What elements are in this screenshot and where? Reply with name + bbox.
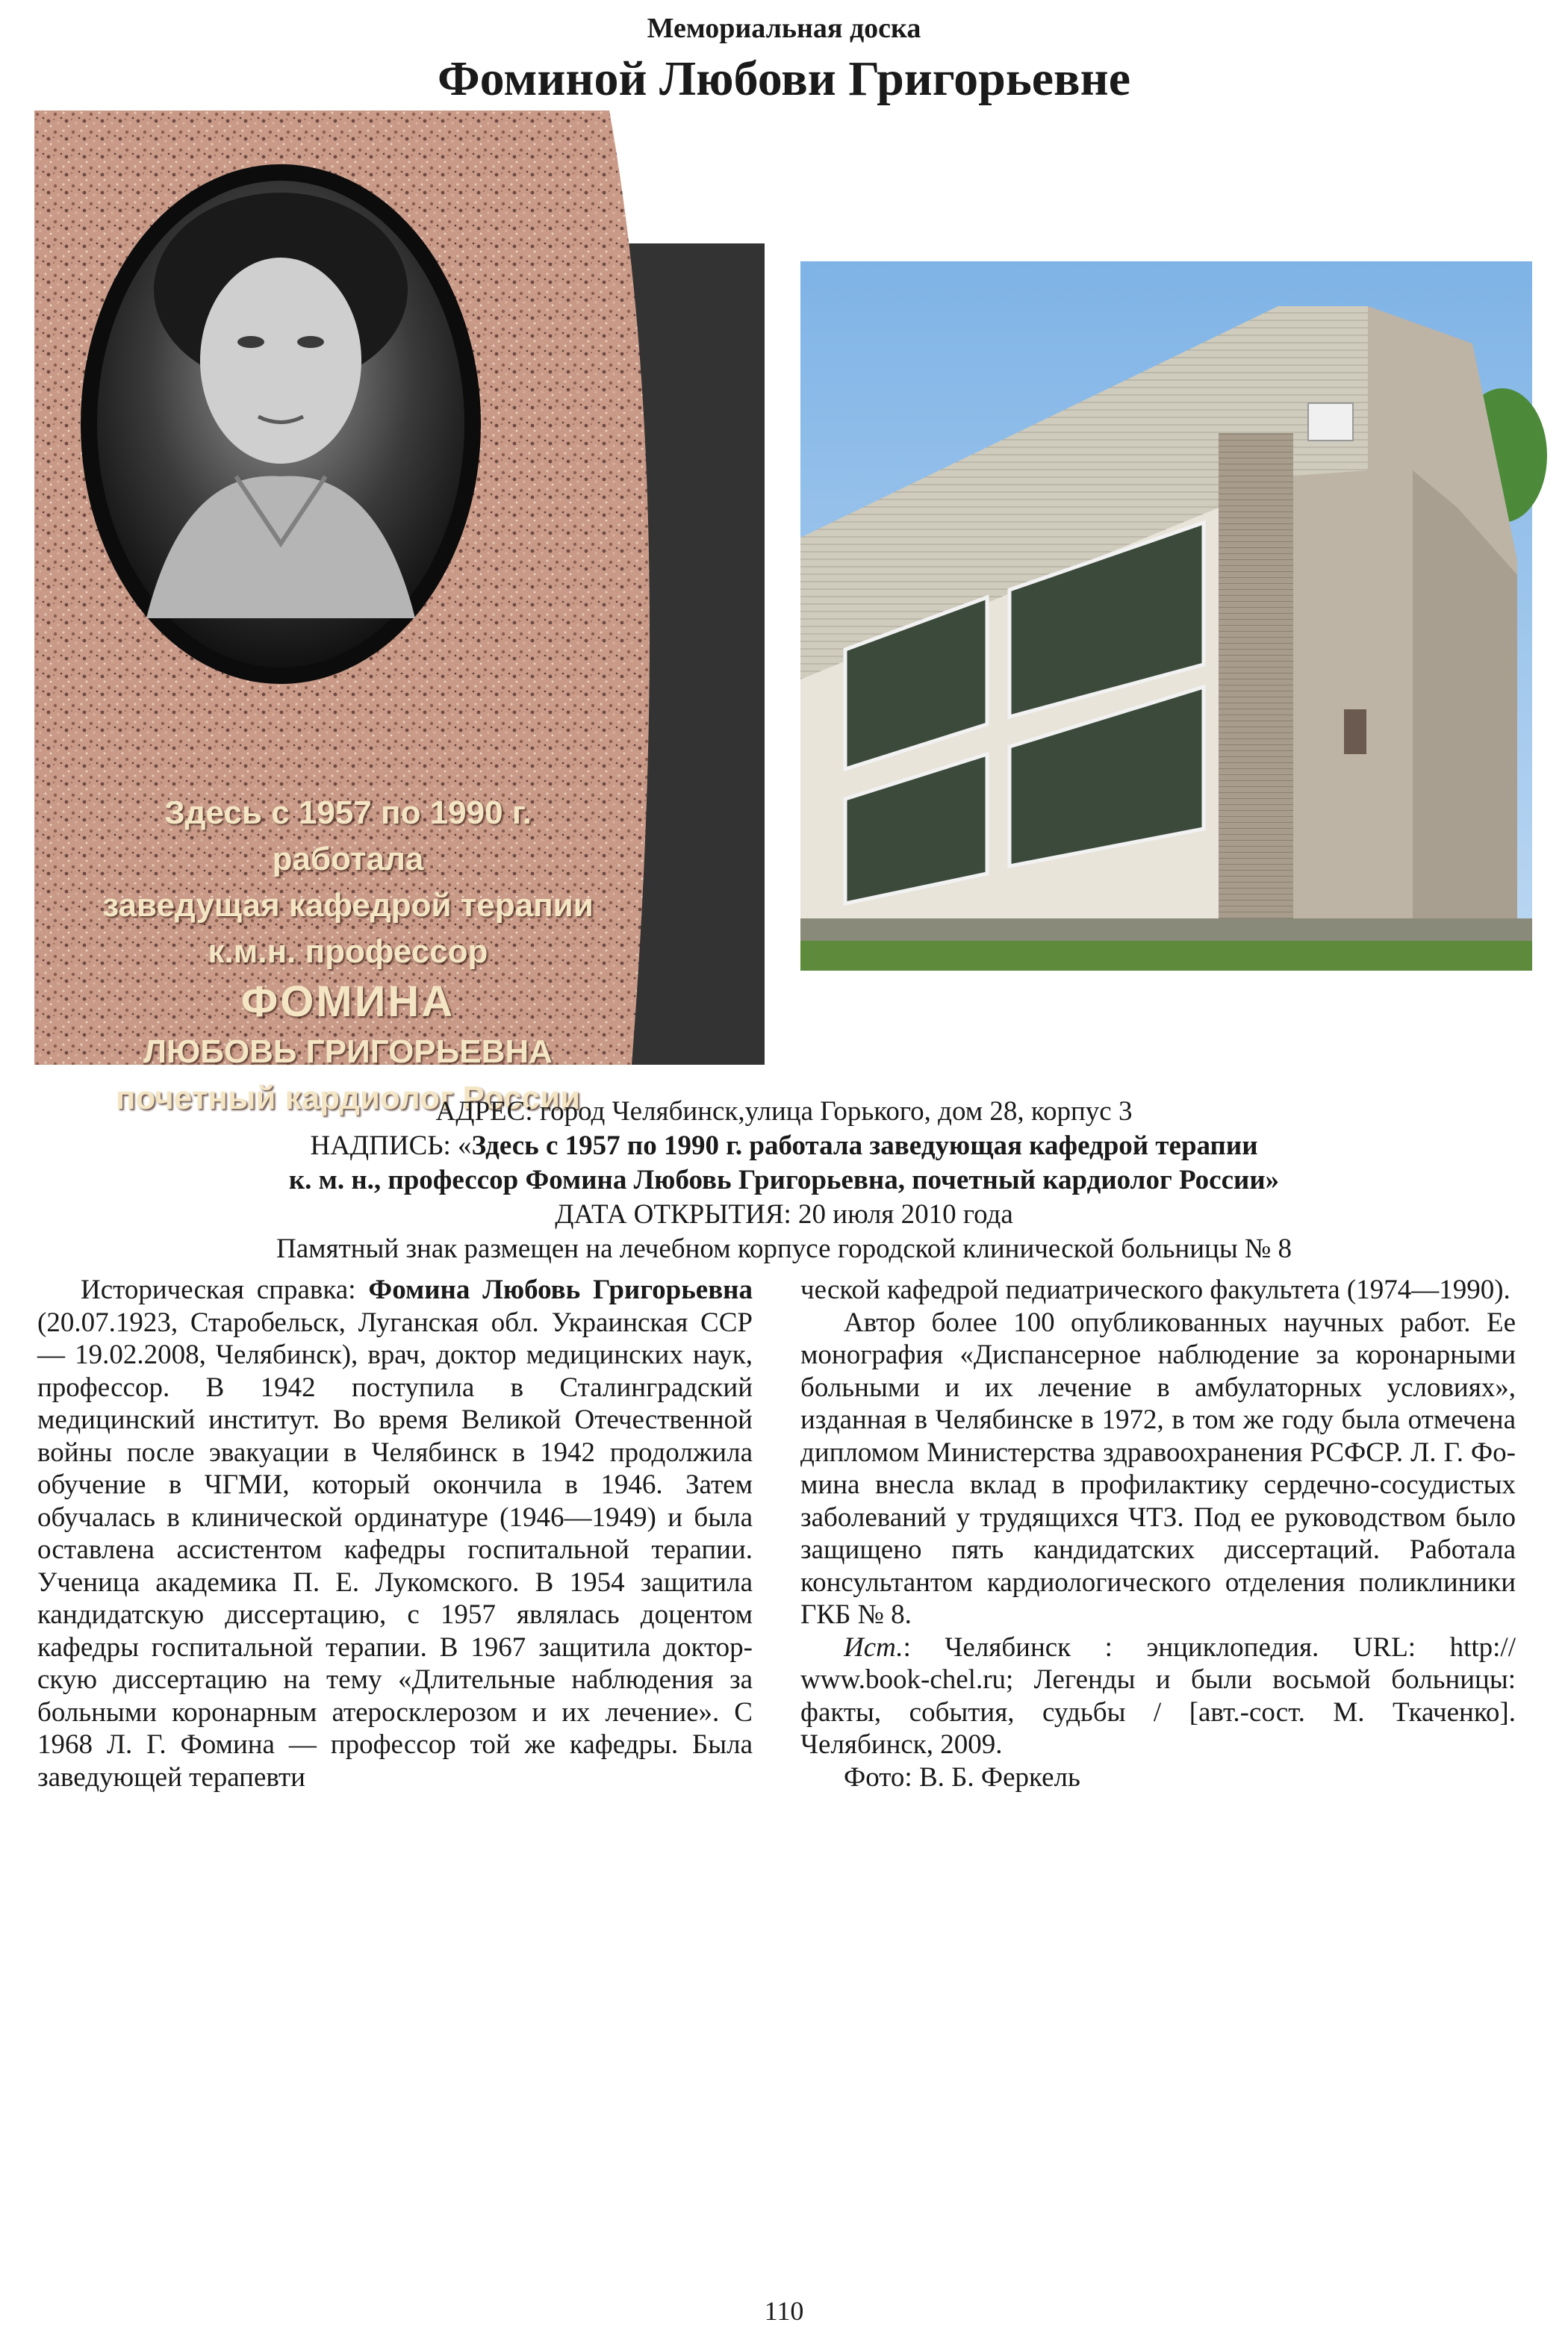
biography-text: (20.07.1923, Старобельск, Луганская обл. Украинская ССР — 19.02.2008, Челябинск), врач, доктор медицинских наук, профессор. В 1942 поступила в Сталинградский медицинский институт. Во время Великой Отечественной войны после эвакуации в Челябинск в 1942 продолжила обучение в ЧГМИ, который окончила в 1946. Затем обучалась в клинической ординатуре (1946—1949) и была оставлена ассистентом кафедры госпитальной терапии. Ученица академика П. Е. Лукомского. В 1954 защитила кандидатскую диссертацию, с 1957 являлась доцентом кафедры госпитальной терапии. В 1967 защитила докторскую диссертацию на тему «Длительные наблюдения за больными коронарным атеросклерозом и их лечение». С 1968 Л. Г. Фомина — профессор той же кафедры. Была заведующей терапевти <box>37 1307 753 1793</box>
opening-date-line: ДАТА ОТКРЫТИЯ: 20 июля 2010 года <box>555 1199 1013 1230</box>
photo-credit: Фото: В. Б. Феркель <box>844 1761 1080 1793</box>
inscription-label: НАДПИСЬ: « <box>310 1130 472 1161</box>
plaque-line-3: заведущая кафедрой терапии <box>102 887 594 924</box>
body-column-left <box>37 1274 753 1793</box>
plaque-line-7: почетный кардиолог России <box>115 1080 581 1116</box>
biography-intro: Историческая справка: <box>81 1275 369 1305</box>
memorial-plaque-photo <box>34 111 765 1116</box>
page-title: Фоминой Любови Григорьевне <box>438 52 1130 106</box>
plaque-line-4: к.м.н. профессор <box>208 933 488 970</box>
biography-continuation: ческой кафедрой педиатрического факультета (1974—1990). <box>800 1275 1511 1305</box>
source-text: : Челябинск : энциклопедия. URL: http:// www.book-chel.ru; Легенды и были восьмой больницы: факты, события, судьбы / [авт.-сост. М. Ткаченко]. Челябинск, 2009. <box>800 1631 1516 1760</box>
works-paragraph: Автор более 100 опубликованных научных работ. Ее монография «Диспансерное наблюдение за коронарными больными и их лечение в амбулаторных условиях», изданная в Челябинске в 1972, в том же году была отмечена дипломом Министерства здравоохранения РСФСР. Л. Г. Фомина внесла вклад в профилактику сердечно-сосудистых заболеваний у трудящихся ЧТЗ. Под ее руководством было защищено пять кандидатских диссертаций. Работала консультантом кардиологического отделения поликлиники ГКБ № 8. <box>800 1307 1516 1630</box>
hospital-building-photo <box>800 261 1532 971</box>
inscription-text-2: к. м. н., профессор Фомина Любовь Григорьевна, почетный кардиолог России <box>288 1165 1266 1195</box>
inscription-close: » <box>1265 1165 1280 1195</box>
inscription-line-1 <box>0 1129 1568 1163</box>
plaque-line-5: ФОМИНА <box>240 977 455 1026</box>
plaque-line-2: работала <box>272 841 424 877</box>
page-subtitle: Мемориальная доска <box>647 13 921 44</box>
source-paragraph <box>800 1631 1516 1761</box>
body-column-right <box>800 1274 1516 1793</box>
plaque-line-6: ЛЮБОВЬ ГРИГОРЬЕВНА <box>143 1033 553 1070</box>
biography-name: Фомина Любовь Григорьевна <box>368 1275 753 1305</box>
page-number: 110 <box>764 2296 804 2326</box>
inscription-line-2 <box>0 1163 1568 1198</box>
address-line: АДРЕС: город Челябинск,улица Горького, дом 28, корпус 3 <box>435 1096 1133 1127</box>
placement-line: Памятный знак размещен на лечебном корпусе городской клинической больницы № 8 <box>276 1233 1292 1264</box>
biography-paragraph <box>37 1274 753 1793</box>
inscription-text-1: Здесь с 1957 по 1990 г. работала заведующая кафедрой терапии <box>471 1130 1258 1161</box>
plaque-line-1: Здесь с 1957 по 1990 г. <box>164 794 532 831</box>
source-label: Ист. <box>844 1631 903 1663</box>
